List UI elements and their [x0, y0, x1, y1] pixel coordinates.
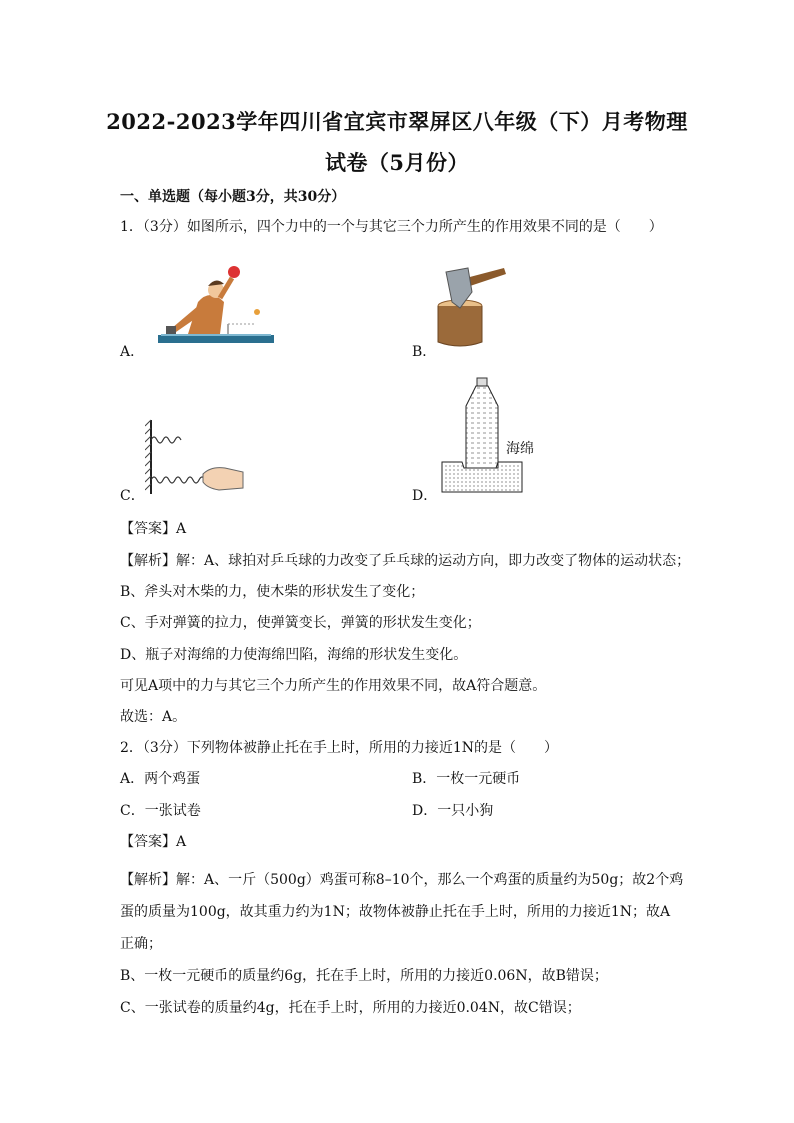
q1-analysis-line: 故选：A。 — [120, 709, 187, 725]
q2-analysis-line: 正确； — [120, 936, 162, 952]
table-tennis-figure — [158, 262, 276, 348]
q2-option-d: D．一只小狗 — [412, 803, 494, 819]
q2-analysis-line: C、一张试卷的质量约4g，托在手上时，所用的力接近0.04N，故C错误； — [120, 1000, 581, 1016]
q1-analysis-line: C、手对弹簧的拉力，使弹簧变长，弹簧的形状发生变化； — [120, 615, 481, 631]
q1-option-c-label: C． — [120, 488, 145, 504]
section-heading: 一、单选题（每小题3分，共30分） — [120, 189, 346, 205]
page-title: 2022-2023学年四川省宜宾市翠屏区八年级（下）月考物理 — [106, 109, 688, 134]
q1-analysis-line: 【解析】解：A、球拍对乒乓球的力改变了乒乓球的运动方向，即力改变了物体的运动状态； — [120, 553, 691, 569]
q1-analysis-line: D、瓶子对海绵的力使海绵凹陷，海绵的形状发生变化。 — [120, 647, 468, 663]
q2-option-c: C．一张试卷 — [120, 803, 201, 819]
q1-option-b-label: B． — [412, 344, 437, 360]
q2-analysis-line: 蛋的质量为100g，故其重力约为1N；故物体被静止托在手上时，所用的力接近1N；故A — [120, 904, 671, 920]
page-title-continued: 试卷（5月份） — [324, 150, 470, 175]
q1-analysis-line: 可见A项中的力与其它三个力所产生的作用效果不同，故A符合题意。 — [120, 678, 547, 694]
sponge-label: 海绵 — [506, 441, 534, 457]
q2-option-b: B．一枚一元硬币 — [412, 771, 521, 787]
bottle-sponge-figure — [440, 376, 528, 494]
q2-option-a: A．两个鸡蛋 — [120, 771, 201, 787]
question-2-stem: 2．（3分）下列物体被静止托在手上时，所用的力接近1N的是（ ） — [120, 740, 558, 756]
question-1-stem: 1．（3分）如图所示，四个力中的一个与其它三个力所产生的作用效果不同的是（ ） — [120, 219, 663, 235]
spring-figure — [145, 418, 245, 498]
q1-option-a-label: A． — [120, 344, 145, 360]
q1-answer: 【答案】A — [120, 521, 187, 537]
axe-log-figure — [432, 262, 512, 348]
q2-analysis-line: B、一枚一元硬币的质量约6g，托在手上时，所用的力接近0.06N，故B错误； — [120, 968, 608, 984]
q2-analysis-line: 【解析】解：A、一斤（500g）鸡蛋可称8–10个，那么一个鸡蛋的质量约为50g；故2个鸡 — [120, 872, 684, 888]
q2-answer: 【答案】A — [120, 834, 187, 850]
q1-analysis-line: B、斧头对木柴的力，使木柴的形状发生了变化； — [120, 584, 425, 600]
q1-option-d-label: D． — [412, 488, 438, 504]
